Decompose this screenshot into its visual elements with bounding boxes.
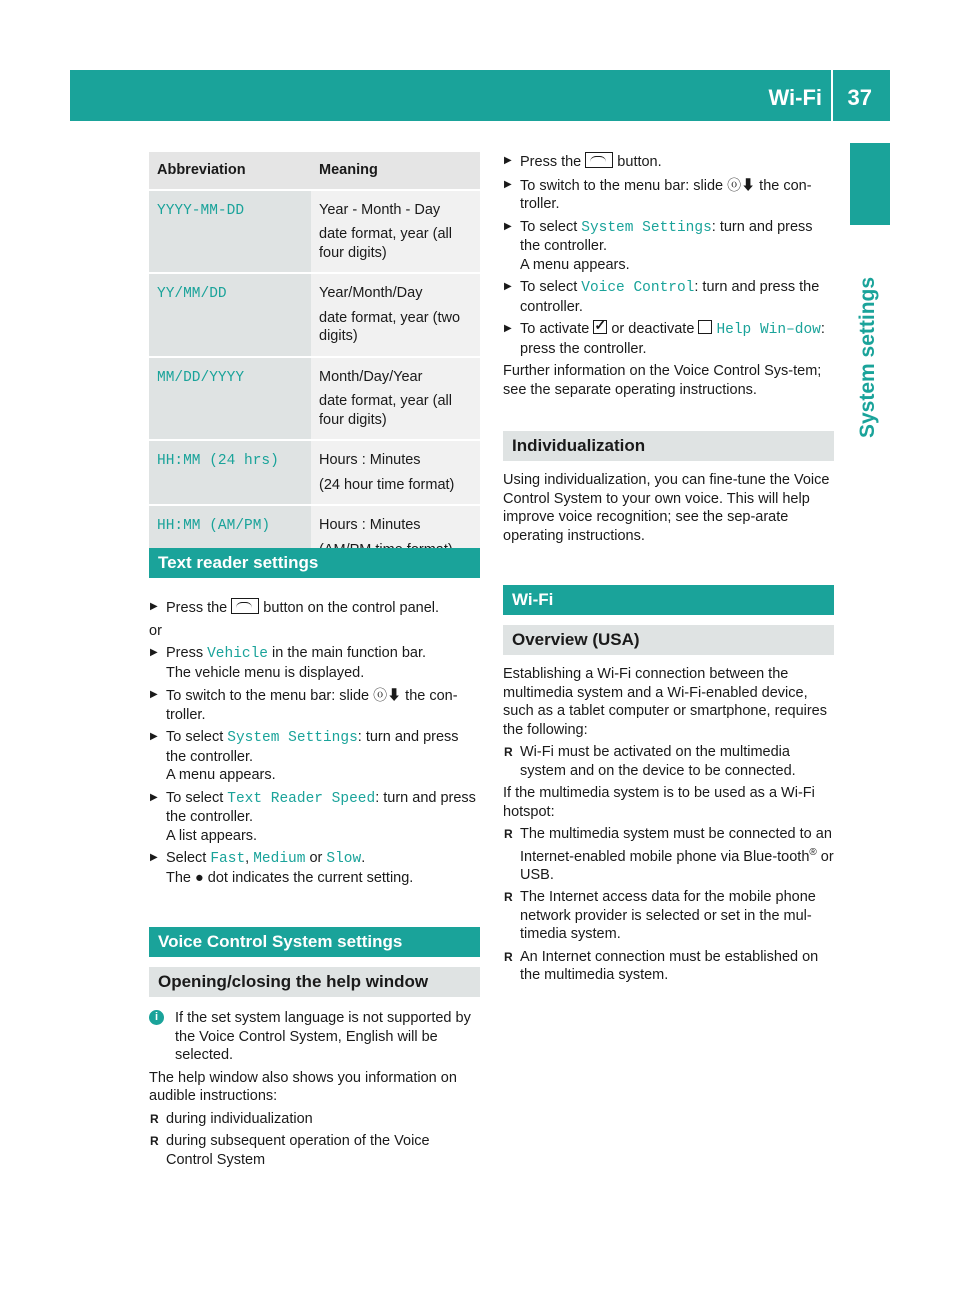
meaning: Year - Month - Day xyxy=(319,201,441,218)
paragraph: If the multimedia system is to be used as a Wi-Fi hotspot: xyxy=(503,785,815,820)
side-tab-block xyxy=(850,143,890,225)
step: ▶ To select Voice Control: turn and press the controller. xyxy=(503,278,834,316)
step: ▶ Press Vehicle in the main function bar. The vehicle menu is displayed. xyxy=(149,644,480,682)
paragraph: Establishing a Wi-Fi connection between the multimedia system and a Wi-Fi-enabled device, such as a tablet computer or smartphone, requires the following: xyxy=(503,666,827,738)
step: ▶ To select System Settings: turn and press the controller. A menu appears. xyxy=(503,218,834,275)
meaning-detail: date format, year (all four digits) xyxy=(319,393,452,428)
side-section-label: System settings xyxy=(856,276,879,438)
meaning-detail: date format, year (all four digits) xyxy=(319,226,452,261)
right-column xyxy=(503,152,834,989)
car-icon xyxy=(231,598,259,614)
step: ▶ To switch to the menu bar: slide ⓞ⬇ the con-troller. xyxy=(149,686,480,724)
abbr-code: HH:MM (24 hrs) xyxy=(157,453,279,469)
step: ▶ To select Text Reader Speed: turn and press the controller. A list appears. xyxy=(149,789,480,846)
section-title-text-reader: Text reader settings xyxy=(149,548,480,578)
subsection-title-help-window: Opening/closing the help window xyxy=(149,967,480,997)
col-header-meaning: Meaning xyxy=(311,152,480,190)
list-item: R The Internet access data for the mobile phone network provider is selected or set in the mul-timedia system. xyxy=(503,888,834,944)
abbr-code: YY/MM/DD xyxy=(157,286,227,302)
step: ▶ Press the button. xyxy=(503,152,834,172)
meaning-detail: (24 hour time format) xyxy=(319,476,455,493)
meaning-detail: date format, year (two digits) xyxy=(319,309,461,344)
meaning: Hours : Minutes xyxy=(319,517,421,533)
code-vehicle: Vehicle xyxy=(207,646,269,662)
paragraph: Further information on the Voice Control Sys-tem; see the separate operating instructions. xyxy=(503,363,822,398)
abbr-code: YYYY-MM-DD xyxy=(157,202,245,219)
checkbox-empty-icon xyxy=(698,320,712,334)
list-item: R during individualization xyxy=(149,1110,480,1129)
info-note: i If the set system language is not supported by the Voice Control System, English will be selected. xyxy=(149,1009,480,1065)
section-title-wifi: Wi-Fi xyxy=(503,585,834,615)
subsection-title-individualization: Individualization xyxy=(503,431,834,461)
left-column-lower xyxy=(149,548,480,1173)
list-item: R An Internet connection must be established on the multimedia system. xyxy=(503,948,834,985)
table-row xyxy=(149,357,480,441)
col-header-abbreviation: Abbreviation xyxy=(149,152,311,190)
step: ▶ To switch to the menu bar: slide ⓞ⬇ the con-troller. xyxy=(503,176,834,214)
or-text: or xyxy=(149,622,162,639)
controller-icon: ⓞ⬇ xyxy=(373,687,402,703)
code-system-settings: System Settings xyxy=(227,730,358,746)
table-row xyxy=(149,190,480,274)
controller-icon: ⓞ⬇ xyxy=(727,176,756,193)
step: ▶ Press the button on the control panel. xyxy=(149,598,480,618)
code-text-reader-speed: Text Reader Speed xyxy=(227,790,376,807)
section-title-voice-control: Voice Control System settings xyxy=(149,927,480,957)
abbreviation-table xyxy=(149,152,480,571)
abbr-code: HH:MM (AM/PM) xyxy=(157,518,271,534)
paragraph: The help window also shows you information on audible instructions: xyxy=(149,1069,457,1104)
header-bar xyxy=(70,70,890,121)
meaning: Year/Month/Day xyxy=(319,285,423,301)
car-icon xyxy=(585,152,613,168)
paragraph: Using individualization, you can fine-tune the Voice Control System to your own voice. This will help improve voice recognition; see the sep-arate operating instructions. xyxy=(503,472,830,544)
info-icon: i xyxy=(149,1010,164,1025)
abbr-code: MM/DD/YYYY xyxy=(157,369,245,386)
header-title: Wi-Fi xyxy=(768,85,822,110)
checkbox-checked-icon xyxy=(593,320,607,334)
step: ▶ To activate ✓ or deactivate Help Win–dow: press the controller. xyxy=(503,320,834,358)
header-separator xyxy=(831,70,833,121)
step: ▶ Select Fast, Medium or Slow. The ● dot indicates the current setting. xyxy=(149,849,480,887)
list-item: R The multimedia system must be connected to an Internet-enabled mobile phone via Blue-tooth® or USB. xyxy=(503,825,834,884)
meaning: Hours : Minutes xyxy=(319,452,421,468)
list-item: R Wi-Fi must be activated on the multimedia system and on the device to be connected. xyxy=(503,743,834,780)
list-item: R during subsequent operation of the Voice Control System xyxy=(149,1132,480,1169)
subsection-title-overview: Overview (USA) xyxy=(503,625,834,655)
table-row xyxy=(149,273,480,357)
table-row xyxy=(149,440,480,505)
step: ▶ To select System Settings: turn and press the controller. A menu appears. xyxy=(149,728,480,785)
meaning: Month/Day/Year xyxy=(319,368,423,385)
page-number: 37 xyxy=(847,85,872,110)
table-header-row xyxy=(149,152,480,190)
